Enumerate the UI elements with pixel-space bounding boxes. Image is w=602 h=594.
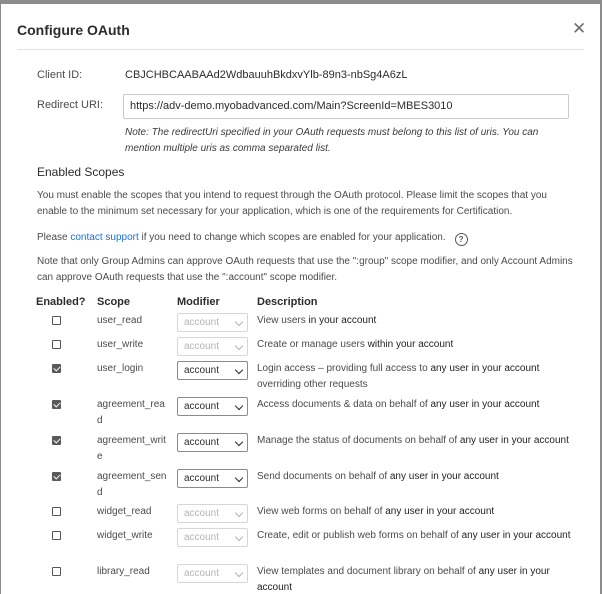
modifier-value: account: [184, 365, 220, 376]
redirect-uri-note: Note: The redirectUri specified in your OAuth requests must belong to this list of uris. You can mention multiple uris as comma separated list.: [125, 127, 539, 154]
enabled-checkbox[interactable]: [52, 472, 61, 481]
scope-name: agreement_send: [97, 471, 167, 498]
column-header-scope: Scope: [97, 296, 131, 308]
admin-note: Note that only Group Admins can approve OAuth requests that use the ":group" scope modifier, and only Account Admins can approve OAuth requests that use the ":account" scope modifier.: [37, 256, 573, 283]
scope-name: library_read: [97, 566, 150, 577]
scope-description: [257, 433, 577, 449]
modifier-value: account: [184, 532, 220, 543]
description-text: View templates and document library on behalf of: [257, 566, 479, 577]
scope-description: [257, 469, 577, 485]
client-id-value: CBJCHBCAABAAd2WdbauuhBkdxvYlb-89n3-nbSg4A6zL: [125, 69, 408, 81]
scope-description: [257, 313, 577, 329]
scope-name: user_login: [97, 363, 144, 374]
description-emphasis: any user in your account: [461, 530, 571, 541]
enabled-checkbox[interactable]: [52, 340, 61, 349]
modifier-select: [177, 313, 248, 332]
dialog-header: [1, 4, 600, 50]
description-emphasis: any user in your account: [430, 363, 540, 374]
support-suffix: if you need to change which scopes are enabled for your application.: [138, 232, 446, 243]
chevron-down-icon: [235, 474, 243, 482]
modifier-select: [177, 504, 248, 523]
modifier-select[interactable]: [177, 397, 248, 416]
chevron-down-icon: [235, 402, 243, 410]
chevron-down-icon: [235, 569, 243, 577]
enabled-checkbox[interactable]: [52, 507, 61, 516]
scope-description: [257, 564, 577, 594]
redirect-uri-label: Redirect URI:: [37, 99, 104, 111]
chevron-down-icon: [235, 318, 243, 326]
modifier-value: account: [184, 317, 220, 328]
modifier-select[interactable]: [177, 469, 248, 488]
support-line: [37, 230, 577, 246]
enabled-scopes-heading: Enabled Scopes: [37, 165, 125, 179]
scope-name: user_write: [97, 339, 144, 350]
scope-description: [257, 504, 577, 520]
chevron-down-icon: [235, 342, 243, 350]
description-emphasis: any user in your account: [389, 471, 499, 482]
scopes-intro: You must enable the scopes that you intend to request through the OAuth protocol. Please limit the scopes that you enable to the minimum set necessary for your application, which is one of the requirements for Certification.: [37, 190, 547, 217]
modifier-value: account: [184, 341, 220, 352]
scope-description: [257, 528, 577, 544]
enabled-checkbox[interactable]: [52, 567, 61, 576]
enabled-checkbox[interactable]: [52, 531, 61, 540]
modifier-select: [177, 528, 248, 547]
description-emphasis: any user in your account: [459, 435, 569, 446]
chevron-down-icon: [235, 509, 243, 517]
dialog-title: Configure OAuth: [17, 22, 130, 38]
description-text: Create or manage users: [257, 339, 368, 350]
scope-name: agreement_write: [97, 435, 166, 462]
scope-name: agreement_read: [97, 399, 165, 426]
description-emphasis: in your account: [308, 315, 377, 326]
description-emphasis: any user in your account: [430, 399, 540, 410]
description-tail: overriding other requests: [257, 379, 368, 390]
modifier-select: [177, 337, 248, 356]
column-header-modifier: Modifier: [177, 296, 220, 308]
modifier-value: account: [184, 401, 220, 412]
description-emphasis: within your account: [367, 339, 454, 350]
scope-description: [257, 397, 577, 413]
modifier-value: account: [184, 508, 220, 519]
scope-name: user_read: [97, 315, 143, 326]
column-header-description: Description: [257, 296, 318, 308]
column-header-enabled: Enabled?: [36, 296, 86, 308]
scope-name: widget_write: [97, 530, 153, 541]
contact-support-link[interactable]: contact support: [70, 232, 139, 243]
scope-description: [257, 337, 577, 353]
description-text: View web forms on behalf of: [257, 506, 386, 517]
support-prefix: Please: [37, 232, 71, 243]
chevron-down-icon: [235, 366, 243, 374]
description-text: Send documents on behalf of: [257, 471, 390, 482]
redirect-uri-input[interactable]: https://adv-demo.myobadvanced.com/Main?ScreenId=MBES3010: [123, 94, 569, 119]
description-text: Access documents & data on behalf of: [257, 399, 431, 410]
scope-description: [257, 361, 577, 393]
configure-oauth-dialog: [1, 4, 600, 594]
description-text: Manage the status of documents on behalf of: [257, 435, 460, 446]
enabled-checkbox[interactable]: [52, 436, 61, 445]
description-emphasis: any user in your account: [385, 506, 495, 517]
help-icon[interactable]: ?: [455, 233, 468, 246]
enabled-checkbox[interactable]: [52, 400, 61, 409]
client-id-label: Client ID:: [37, 69, 83, 81]
description-text: View users: [257, 315, 309, 326]
description-text: Create, edit or publish web forms on behalf of: [257, 530, 462, 541]
description-text: Login access – providing full access to: [257, 363, 431, 374]
modifier-select[interactable]: [177, 433, 248, 452]
description-emphasis: any user in your account: [257, 566, 550, 593]
modifier-select[interactable]: [177, 361, 248, 380]
modifier-value: account: [184, 437, 220, 448]
modifier-value: account: [184, 473, 220, 484]
scope-name: widget_read: [97, 506, 152, 517]
close-icon[interactable]: ✕: [572, 19, 587, 38]
chevron-down-icon: [235, 533, 243, 541]
enabled-checkbox[interactable]: [52, 316, 61, 325]
header-divider: [17, 49, 584, 50]
enabled-checkbox[interactable]: [52, 364, 61, 373]
modifier-value: account: [184, 568, 220, 579]
chevron-down-icon: [235, 438, 243, 446]
modifier-select: [177, 564, 248, 583]
